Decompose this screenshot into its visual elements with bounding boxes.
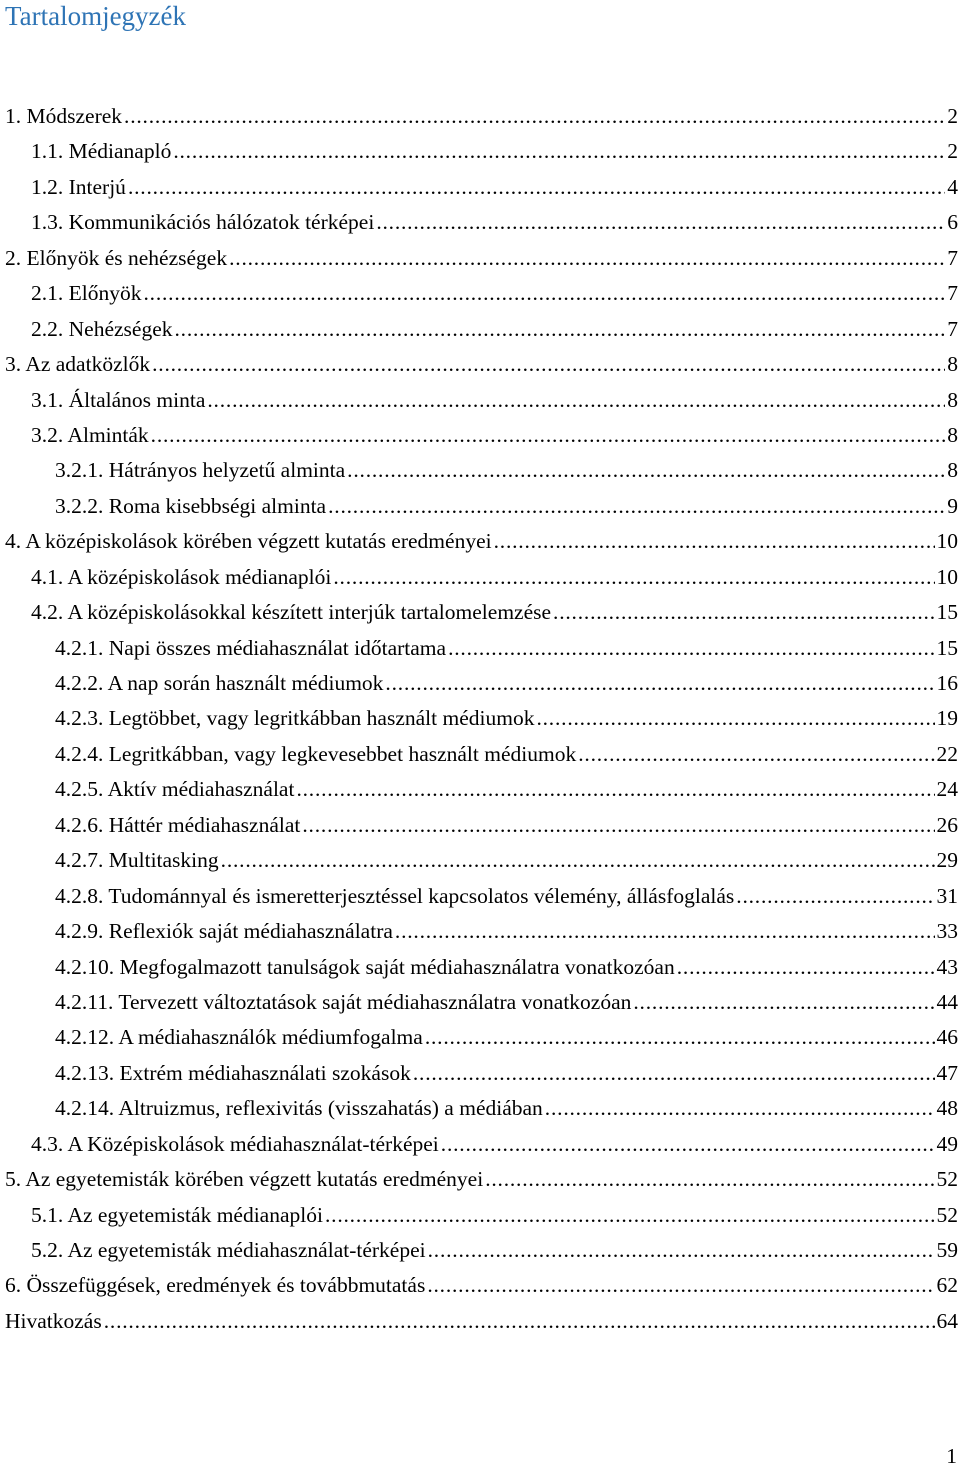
toc-entry-page: 4 <box>947 174 958 199</box>
toc-entry-page: 9 <box>947 493 958 518</box>
toc-entry-label: 3.2.1. Hátrányos helyzetű alminta <box>55 458 346 483</box>
toc-entry[interactable] <box>0 843 960 878</box>
toc-entry-label: 4.2.6. Háttér médiahasználat <box>55 812 301 837</box>
toc-entry-label: 4.2.7. Multitasking <box>55 848 219 873</box>
toc-entry-label: 4.2.11. Tervezett változtatások saját médiahasználatra vonatkozóan <box>55 989 632 1014</box>
toc-entry-page: 64 <box>936 1308 958 1333</box>
dot-leader <box>448 631 934 666</box>
toc-entry-label: 5.2. Az egyetemisták médiahasználat-térképei <box>31 1238 426 1262</box>
dot-leader <box>425 1020 935 1055</box>
dot-leader <box>677 950 935 985</box>
toc-entry-page: 15 <box>936 600 958 625</box>
dot-leader <box>485 1162 934 1197</box>
toc-entry-label: 4.2.12. A médiahasználók médiumfogalma <box>55 1025 423 1050</box>
toc-entry[interactable] <box>0 914 960 949</box>
toc-entry-page: 2 <box>947 104 958 128</box>
toc-entry[interactable] <box>0 1091 960 1126</box>
toc-entry-page: 59 <box>936 1238 958 1262</box>
toc-entry-label: 1.3. Kommunikációs hálózatok térképei <box>31 210 375 235</box>
toc-entry[interactable] <box>0 383 960 418</box>
dot-leader <box>736 879 934 914</box>
toc-entry-label: 4.2.9. Reflexiók saját médiahasználatra <box>55 919 393 944</box>
toc-entry-label: 3.1. Általános minta <box>31 387 206 412</box>
dot-leader <box>385 666 934 701</box>
dot-leader <box>207 383 945 418</box>
toc-entry-page: 43 <box>936 954 958 979</box>
toc-entry-page: 2 <box>947 139 958 164</box>
page-title: Tartalomjegyzék <box>5 1 187 31</box>
dot-leader <box>545 1091 935 1126</box>
toc-entry-page: 62 <box>936 1273 958 1298</box>
toc-entry-label: 4.3. A Középiskolások médiahasználat-térképei <box>31 1131 439 1156</box>
toc-entry[interactable] <box>0 560 960 595</box>
toc-entry-label: 6. Összefüggések, eredmények és továbbmutatás <box>5 1273 426 1298</box>
dot-leader <box>578 737 934 772</box>
toc-entry-label: 1.2. Interjú <box>31 174 126 199</box>
dot-leader <box>633 985 934 1020</box>
toc-entry[interactable] <box>0 99 960 134</box>
toc-entry[interactable] <box>0 1198 960 1233</box>
toc-entry[interactable] <box>0 737 960 772</box>
page-number: 1 <box>946 1444 957 1468</box>
toc-entry-label: 3.2.2. Roma kisebbségi alminta <box>55 493 327 518</box>
toc-entry[interactable] <box>0 1268 960 1303</box>
toc-entry-page: 16 <box>936 671 958 695</box>
dot-leader <box>174 312 945 347</box>
toc-entry[interactable] <box>0 1233 960 1268</box>
toc-entry-page: 31 <box>936 883 958 908</box>
toc-entry[interactable] <box>0 701 960 736</box>
toc-entry[interactable] <box>0 524 960 559</box>
toc-entry-page: 7 <box>947 245 958 270</box>
toc-entry[interactable] <box>0 950 960 985</box>
dot-leader <box>413 1056 935 1091</box>
toc-entry-page: 19 <box>936 706 958 731</box>
toc-entry-page: 44 <box>936 989 958 1014</box>
toc-entry[interactable] <box>0 170 960 205</box>
toc-entry-label: 4.2. A középiskolásokkal készített interjúk tartalomelemzése <box>31 600 552 625</box>
toc-entry-page: 33 <box>936 919 958 944</box>
toc-entry-page: 15 <box>936 635 958 660</box>
dot-leader <box>333 560 934 595</box>
toc-entry-label: 5. Az egyetemisták körében végzett kutatás eredményei <box>5 1167 484 1192</box>
toc-entry[interactable] <box>0 595 960 630</box>
dot-leader <box>128 170 945 205</box>
toc-entry[interactable] <box>0 879 960 914</box>
dot-leader <box>143 276 945 311</box>
toc-entry[interactable] <box>0 418 960 453</box>
toc-entry[interactable] <box>0 1020 960 1055</box>
toc-entry-label: 4.2.1. Napi összes médiahasználat időtartama <box>55 635 447 660</box>
table-of-contents <box>0 99 960 1339</box>
toc-entry-page: 7 <box>947 316 958 341</box>
toc-entry[interactable] <box>0 1127 960 1162</box>
toc-entry-page: 10 <box>936 529 958 554</box>
dot-leader <box>152 347 945 382</box>
toc-entry-label: 4.1. A középiskolások médianaplói <box>31 564 332 589</box>
dot-leader <box>328 489 945 524</box>
toc-entry-label: 4.2.14. Altruizmus, reflexivitás (visszahatás) a médiában <box>55 1096 543 1121</box>
toc-entry[interactable] <box>0 631 960 666</box>
toc-entry-page: 22 <box>936 741 958 766</box>
toc-entry-page: 8 <box>947 352 958 377</box>
toc-entry-label: 4.2.10. Megfogalmazott tanulságok saját médiahasználatra vonatkozóan <box>55 954 675 979</box>
toc-entry-page: 6 <box>947 210 958 235</box>
toc-entry-label: 2.1. Előnyök <box>31 281 142 306</box>
toc-entry-page: 52 <box>936 1167 958 1192</box>
dot-leader <box>325 1198 935 1233</box>
toc-entry-page: 7 <box>947 281 958 306</box>
toc-entry[interactable] <box>0 276 960 311</box>
toc-entry-page: 26 <box>936 812 958 837</box>
toc-entry[interactable] <box>0 241 960 276</box>
toc-entry-page: 46 <box>936 1025 958 1050</box>
dot-leader <box>553 595 934 630</box>
dot-leader <box>441 1127 935 1162</box>
toc-entry-page: 49 <box>936 1131 958 1156</box>
toc-entry-label: 5.1. Az egyetemisták médianaplói <box>31 1202 323 1227</box>
toc-entry-label: 3.2. Alminták <box>31 422 149 447</box>
toc-entry-label: 4.2.8. Tudománnyal és ismeretterjesztéssel kapcsolatos vélemény, állásfoglalás <box>55 883 735 908</box>
dot-leader <box>221 843 935 878</box>
dot-leader <box>347 453 945 488</box>
dot-leader <box>427 1268 934 1303</box>
toc-entry[interactable] <box>0 134 960 169</box>
dot-leader <box>104 1304 935 1339</box>
toc-entry[interactable] <box>0 453 960 488</box>
toc-entry-page: 10 <box>936 564 958 589</box>
toc-entry-page: 47 <box>936 1060 958 1085</box>
toc-entry[interactable] <box>0 772 960 807</box>
toc-entry-page: 8 <box>947 458 958 483</box>
toc-entry[interactable] <box>0 1304 960 1339</box>
toc-entry-page: 8 <box>947 422 958 447</box>
dot-leader <box>302 808 934 843</box>
toc-entry[interactable] <box>0 666 960 701</box>
toc-entry-page: 8 <box>947 387 958 412</box>
toc-entry-label: 1.1. Médianapló <box>31 139 172 164</box>
toc-entry-label: 4. A középiskolások körében végzett kutatás eredményei <box>5 529 492 554</box>
toc-entry-label: 3. Az adatközlők <box>5 352 151 377</box>
toc-entry-label: 2.2. Nehézségek <box>31 316 173 341</box>
toc-entry-label: 1. Módszerek <box>5 104 123 128</box>
dot-leader <box>296 772 934 807</box>
dot-leader <box>395 914 935 949</box>
toc-entry-label: 4.2.4. Legritkábban, vagy legkevesebbet használt médiumok <box>55 741 577 766</box>
toc-entry[interactable] <box>0 312 960 347</box>
toc-entry-label: 4.2.3. Legtöbbet, vagy legritkábban használt médiumok <box>55 706 535 731</box>
toc-entry-label: 4.2.5. Aktív médiahasználat <box>55 777 295 802</box>
toc-entry-label: Hivatkozás <box>5 1308 102 1333</box>
dot-leader <box>376 205 945 240</box>
dot-leader <box>229 241 945 276</box>
toc-entry-label: 4.2.2. A nap során használt médiumok <box>55 671 384 695</box>
toc-entry-page: 29 <box>936 848 958 873</box>
toc-entry[interactable] <box>0 1162 960 1197</box>
toc-entry-page: 52 <box>936 1202 958 1227</box>
dot-leader <box>494 524 935 559</box>
toc-entry-label: 4.2.13. Extrém médiahasználati szokások <box>55 1060 411 1085</box>
dot-leader <box>173 134 945 169</box>
toc-entry[interactable] <box>0 489 960 524</box>
dot-leader <box>536 701 934 736</box>
toc-entry[interactable] <box>0 808 960 843</box>
toc-entry-label: 2. Előnyök és nehézségek <box>5 245 228 270</box>
toc-entry[interactable] <box>0 1056 960 1091</box>
dot-leader <box>151 418 946 453</box>
toc-entry-page: 24 <box>936 777 958 802</box>
toc-entry-page: 48 <box>936 1096 958 1121</box>
toc-entry[interactable] <box>0 205 960 240</box>
toc-entry[interactable] <box>0 985 960 1020</box>
dot-leader <box>428 1233 935 1268</box>
toc-entry[interactable] <box>0 347 960 382</box>
dot-leader <box>124 99 945 134</box>
